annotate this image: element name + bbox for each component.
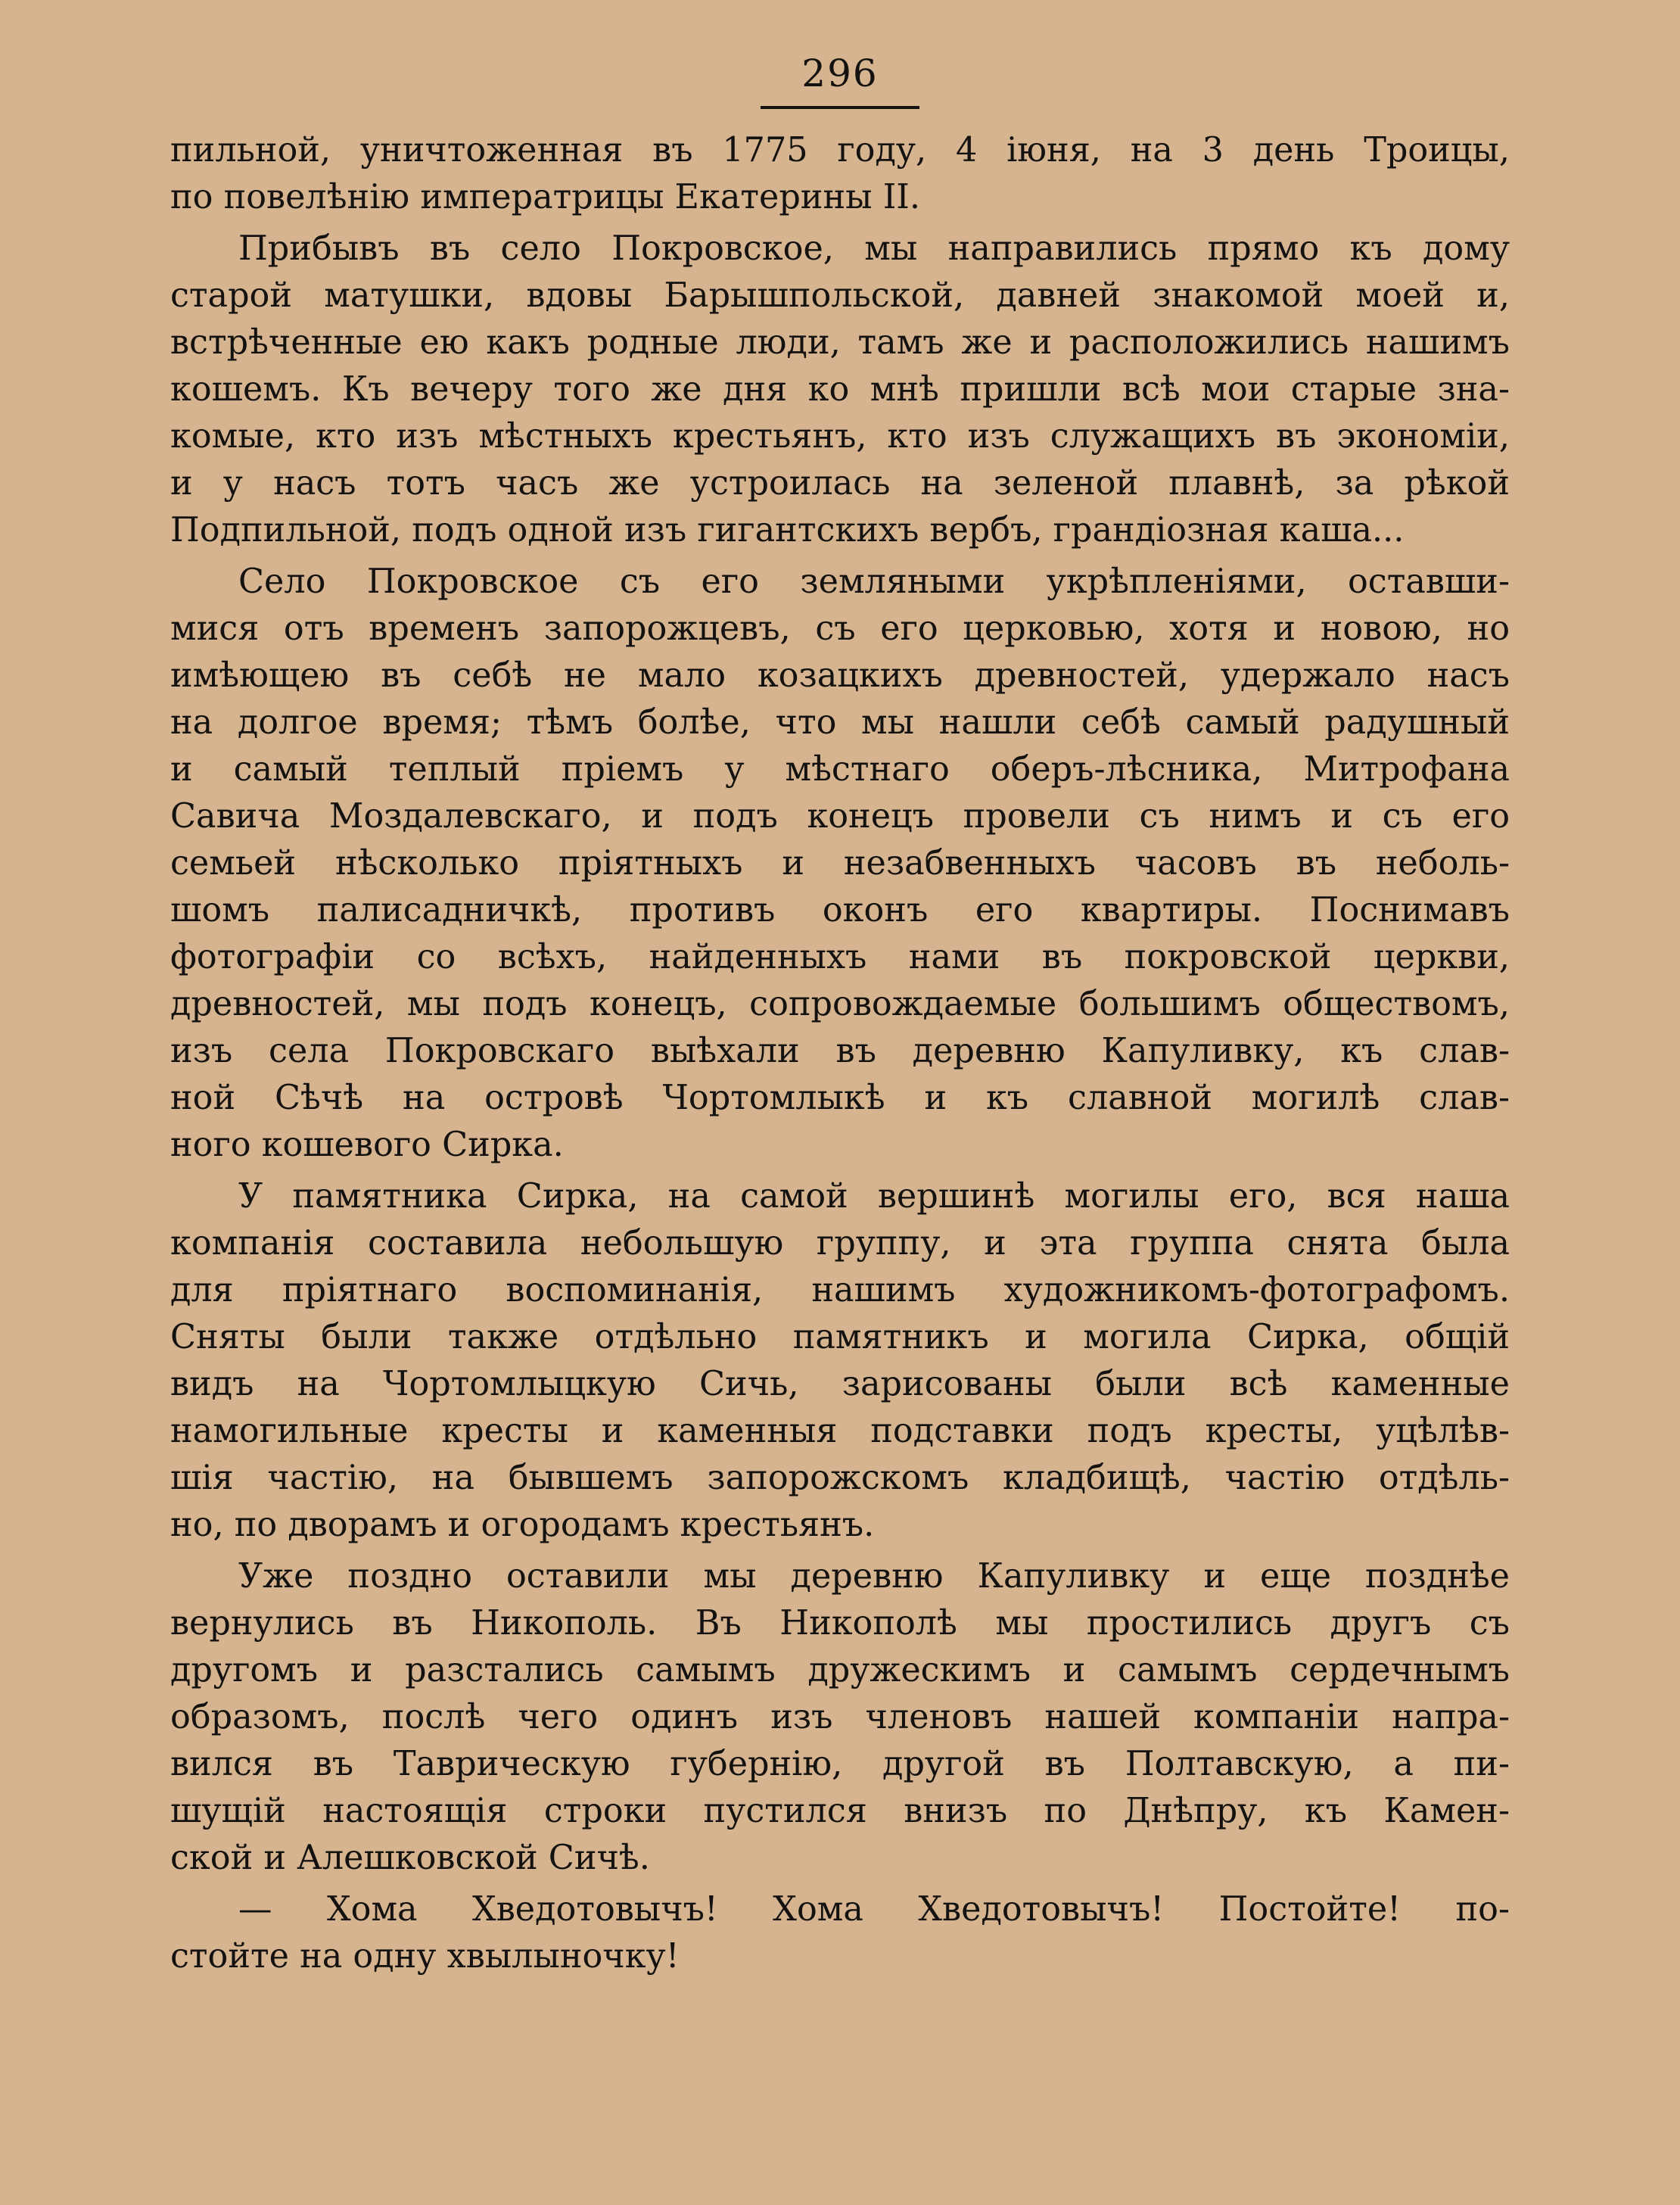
text-line: Прибывъ въ село Покровское, мы направились прямо къ дому — [238, 229, 1510, 268]
text-line: другомъ и разстались самымъ дружескимъ и самымъ сердечнымъ — [170, 1651, 1510, 1690]
page-header — [170, 47, 1510, 115]
text-line: комые, кто изъ мѣстныхъ крестьянъ, кто изъ служащихъ въ экономіи, — [170, 417, 1510, 456]
paragraph — [170, 1553, 1510, 1882]
text-line: пильной, уничтоженная въ 1775 году, 4 іюня, на 3 день Троицы, — [170, 131, 1510, 170]
text-line: образомъ, послѣ чего одинъ изъ членовъ нашей компаніи напра- — [170, 1698, 1510, 1736]
text-line: изъ села Покровскаго выѣхали въ деревню Капуливку, къ слав- — [170, 1032, 1510, 1070]
text-line: вернулись въ Никополь. Въ Никополѣ мы простились другъ съ — [170, 1604, 1510, 1643]
text-line: и самый теплый пріемъ у мѣстнаго оберъ-лѣсника, Митрофана — [170, 750, 1510, 789]
paragraph — [170, 559, 1510, 1169]
page-number: 296 — [801, 51, 879, 95]
text-line: стойте на одну хвылыночку! — [170, 1937, 680, 1976]
text-line: ной Сѣчѣ на островѣ Чортомлыкѣ и къ славной могилѣ слав- — [170, 1079, 1510, 1117]
paragraph — [170, 226, 1510, 554]
text-line: по повелѣнію императрицы Екатерины II. — [170, 178, 920, 216]
text-line: но, по дворамъ и огородамъ крестьянъ. — [170, 1506, 875, 1544]
text-line: ного кошевого Сирка. — [170, 1126, 564, 1164]
header-rule — [761, 106, 919, 109]
text-line: компанія составила небольшую группу, и эта группа снята была — [170, 1224, 1510, 1263]
text-line: шія частію, на бывшемъ запорожскомъ кладбищѣ, частію отдѣль- — [170, 1459, 1510, 1497]
text-line: ской и Алешковской Сичѣ. — [170, 1839, 650, 1877]
text-line: шомъ палисадничкѣ, противъ оконъ его квартиры. Поснимавъ — [170, 891, 1510, 930]
text-line: встрѣченные ею какъ родные люди, тамъ же и расположились нашимъ — [170, 323, 1510, 362]
paragraph — [170, 1886, 1510, 1980]
text-line: видъ на Чортомлыцкую Сичь, зарисованы были всѣ каменные — [170, 1365, 1510, 1403]
text-line: Сняты были также отдѣльно памятникъ и могила Сирка, общій — [170, 1318, 1510, 1356]
text-line: для пріятнаго воспоминанія, нашимъ художникомъ-фотографомъ. — [170, 1271, 1510, 1310]
text-line: Село Покровское съ его земляными укрѣпленіями, оставши- — [238, 562, 1510, 601]
text-line: и у насъ тотъ часъ же устроилась на зеленой плавнѣ, за рѣкой — [170, 464, 1510, 503]
text-line: на долгое время; тѣмъ болѣе, что мы нашли себѣ самый радушный — [170, 703, 1510, 742]
text-line: вился въ Таврическую губернію, другой въ Полтавскую, а пи- — [170, 1745, 1510, 1783]
text-line: — Хома Хведотовычъ! Хома Хведотовычъ! Постойте! по- — [238, 1890, 1510, 1929]
paragraph — [170, 127, 1510, 221]
text-line: мися отъ временъ запорожцевъ, съ его церковью, хотя и новою, но — [170, 609, 1510, 648]
text-line: семьей нѣсколько пріятныхъ и незабвенныхъ часовъ въ неболь- — [170, 844, 1510, 883]
text-line: шущій настоящія строки пустился внизъ по Днѣпру, къ Камен- — [170, 1792, 1510, 1830]
text-line: У памятника Сирка, на самой вершинѣ могилы его, вся наша — [238, 1177, 1510, 1216]
text-line: фотографіи со всѣхъ, найденныхъ нами въ покровской церкви, — [170, 938, 1510, 976]
text-line: намогильные кресты и каменныя подставки подъ кресты, уцѣлѣв- — [170, 1412, 1510, 1450]
body-text — [170, 127, 1510, 1980]
text-line: древностей, мы подъ конецъ, сопровождаемые большимъ обществомъ, — [170, 985, 1510, 1023]
text-line: старой матушки, вдовы Барышпольской, давней знакомой моей и, — [170, 276, 1510, 315]
text-line: Савича Моздалевскаго, и подъ конецъ провели съ нимъ и съ его — [170, 797, 1510, 836]
text-line: Уже поздно оставили мы деревню Капуливку и еще позднѣе — [238, 1557, 1510, 1596]
text-line: имѣющею въ себѣ не мало козацкихъ древностей, удержало насъ — [170, 656, 1510, 695]
text-line: Подпильной, подъ одной изъ гигантскихъ вербъ, грандіозная каша... — [170, 511, 1405, 550]
paragraph — [170, 1173, 1510, 1549]
text-line: кошемъ. Къ вечеру того же дня ко мнѣ пришли всѣ мои старые зна- — [170, 370, 1510, 409]
